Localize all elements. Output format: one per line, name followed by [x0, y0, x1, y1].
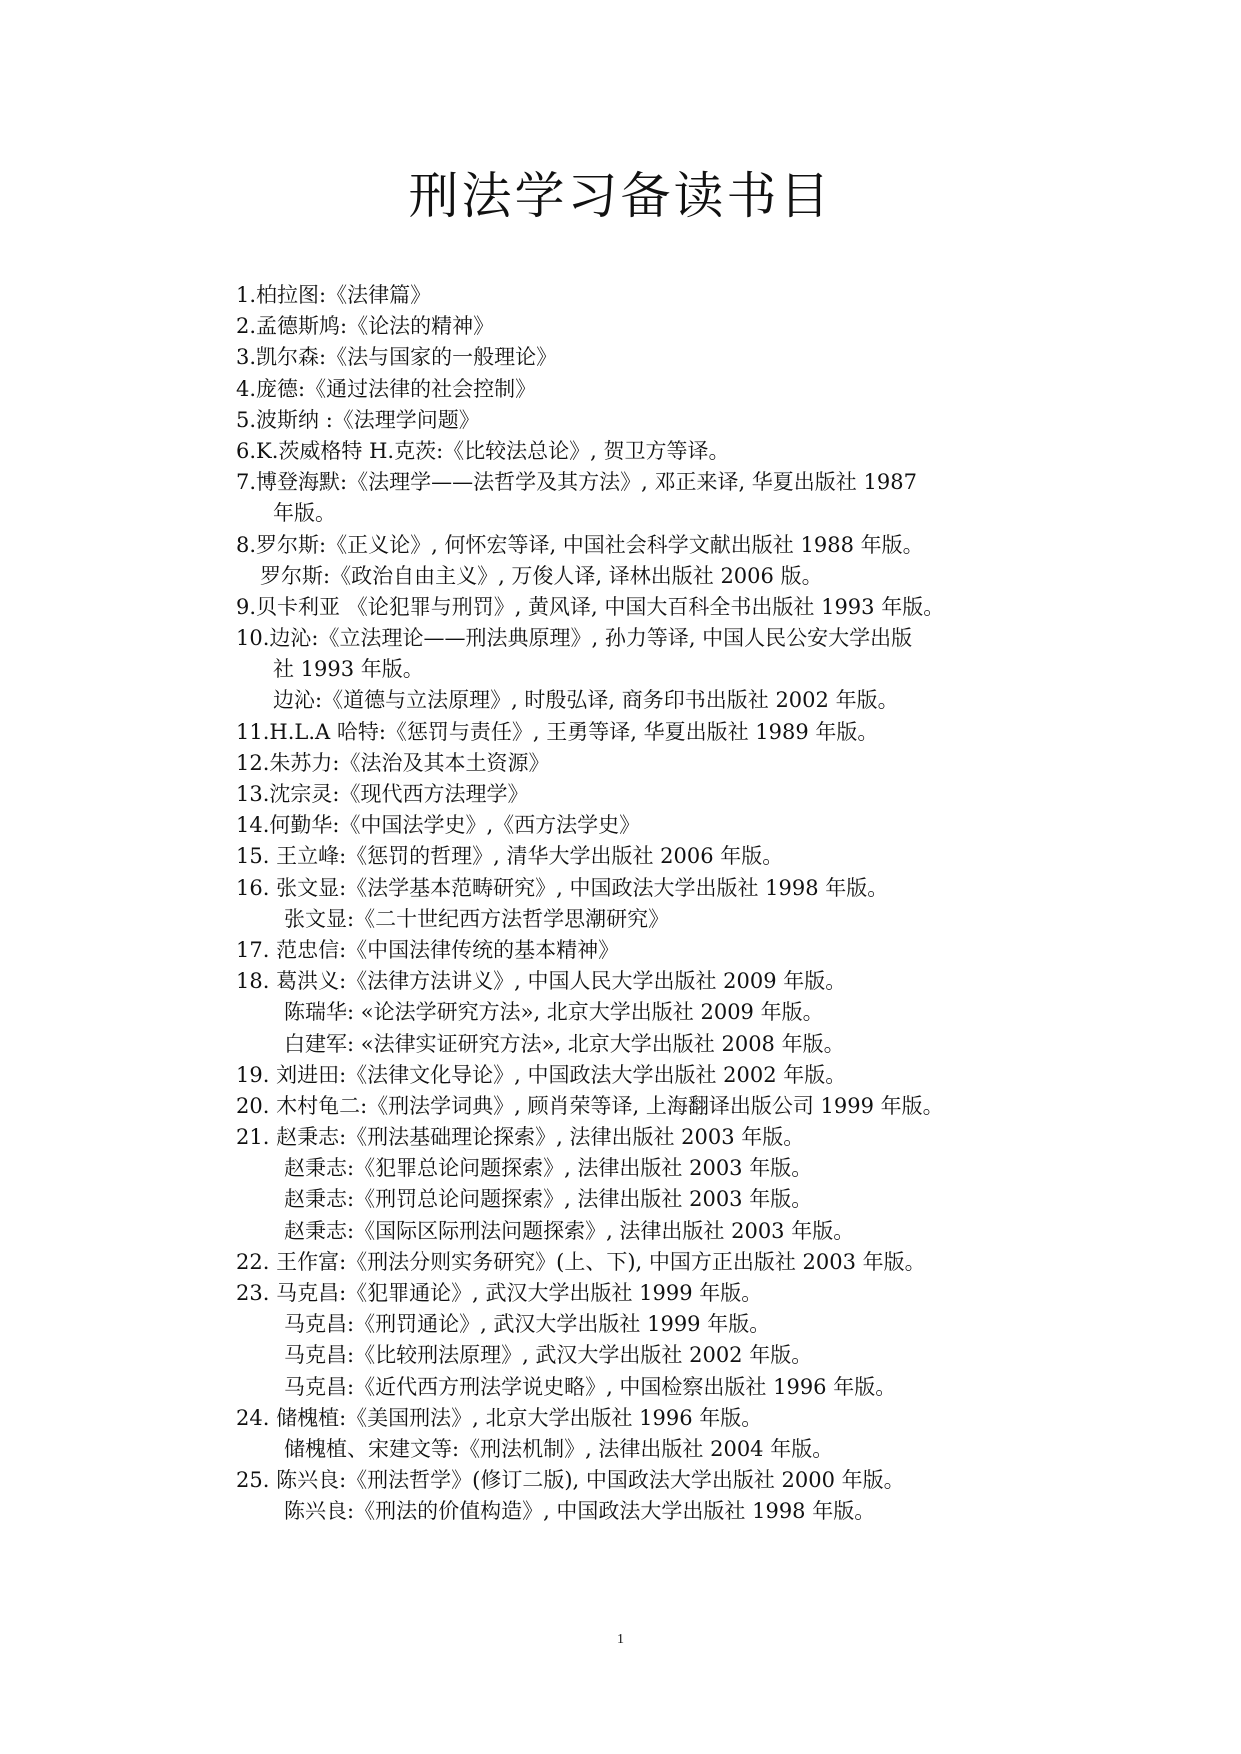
list-item-sub: 马克昌:《比较刑法原理》, 武汉大学出版社 2002 年版。	[284, 1343, 813, 1368]
list-item: 10.边沁:《立法理论——刑法典原理》, 孙力等译, 中国人民公安大学出版	[236, 626, 913, 651]
page-number: 1	[617, 1632, 624, 1647]
list-item-sub: 张文显:《二十世纪西方法哲学思潮研究》	[284, 906, 670, 931]
list-item-sub: 储槐植、宋建文等:《刑法机制》, 法律出版社 2004 年版。	[284, 1436, 834, 1461]
list-item: 25. 陈兴良:《刑法哲学》(修订二版), 中国政法大学出版社 2000 年版。	[236, 1468, 905, 1493]
list-item-sub: 马克昌:《近代西方刑法学说史略》, 中国检察出版社 1996 年版。	[284, 1374, 897, 1399]
list-item: 11.H.L.A 哈特:《惩罚与责任》, 王勇等译, 华夏出版社 1989 年版。	[236, 719, 879, 744]
list-item-sub: 赵秉志:《国际区际刑法问题探索》, 法律出版社 2003 年版。	[284, 1218, 855, 1243]
list-item-sub: 白建军: «法律实证研究方法», 北京大学出版社 2008 年版。	[284, 1031, 845, 1056]
list-item-sub: 赵秉志:《刑罚总论问题探索》, 法律出版社 2003 年版。	[284, 1187, 813, 1212]
list-item-sub: 边沁:《道德与立法原理》, 时殷弘译, 商务印书出版社 2002 年版。	[273, 688, 899, 713]
list-item: 16. 张文显:《法学基本范畴研究》, 中国政法大学出版社 1998 年版。	[236, 875, 889, 900]
list-item: 23. 马克昌:《犯罪通论》, 武汉大学出版社 1999 年版。	[236, 1281, 763, 1305]
list-item: 17. 范忠信:《中国法律传统的基本精神》	[236, 937, 620, 962]
list-item: 21. 赵秉志:《刑法基础理论探索》, 法律出版社 2003 年版。	[236, 1125, 805, 1150]
list-item: 1.柏拉图:《法律篇》	[236, 283, 432, 307]
list-item-sub: 陈兴良:《刑法的价值构造》, 中国政法大学出版社 1998 年版。	[284, 1499, 876, 1524]
list-item-continuation: 社 1993 年版。	[273, 657, 424, 682]
list-item: 2.孟德斯鸠:《论法的精神》	[236, 314, 495, 339]
list-item: 18. 葛洪义:《法律方法讲义》, 中国人民大学出版社 2009 年版。	[236, 969, 847, 994]
list-item-sub: 陈瑞华: «论法学研究方法», 北京大学出版社 2009 年版。	[284, 1000, 824, 1025]
list-item: 8.罗尔斯:《正义论》, 何怀宏等译, 中国社会科学文献出版社 1988 年版。	[236, 532, 924, 557]
list-item: 22. 王作富:《刑法分则实务研究》(上、下), 中国方正出版社 2003 年版。	[236, 1249, 926, 1274]
list-item: 14.何勤华:《中国法学史》,《西方法学史》	[236, 813, 641, 838]
list-item: 3.凯尔森:《法与国家的一般理论》	[236, 345, 558, 370]
list-item-sub: 罗尔斯:《政治自由主义》, 万俊人译, 译林出版社 2006 版。	[260, 563, 823, 588]
list-item: 9.贝卡利亚 《论犯罪与刑罚》, 黄风译, 中国大百科全书出版社 1993 年版。	[236, 594, 945, 619]
list-item: 12.朱苏力:《法治及其本土资源》	[236, 750, 550, 775]
list-item: 15. 王立峰:《惩罚的哲理》, 清华大学出版社 2006 年版。	[236, 844, 784, 869]
list-item-sub: 马克昌:《刑罚通论》, 武汉大学出版社 1999 年版。	[284, 1312, 771, 1337]
list-item-sub: 赵秉志:《犯罪总论问题探索》, 法律出版社 2003 年版。	[284, 1156, 813, 1181]
reading-list	[236, 280, 1056, 1528]
document-title: 刑法学习备读书目	[408, 167, 833, 225]
list-item-continuation: 年版。	[273, 501, 336, 526]
list-item: 6.K.茨威格特 H.克茨:《比较法总论》, 贺卫方等译。	[236, 438, 730, 463]
list-item: 20. 木村龟二:《刑法学词典》, 顾肖荣等译, 上海翻译出版公司 1999 年版。	[236, 1093, 944, 1118]
list-item: 5.波斯纳 :《法理学问题》	[236, 407, 480, 432]
list-item: 13.沈宗灵:《现代西方法理学》	[236, 782, 529, 806]
list-item: 4.庞德:《通过法律的社会控制》	[236, 376, 537, 401]
list-item: 19. 刘进田:《法律文化导论》, 中国政法大学出版社 2002 年版。	[236, 1062, 847, 1087]
list-item: 7.博登海默:《法理学——法哲学及其方法》, 邓正来译, 华夏出版社 1987	[236, 470, 917, 495]
list-item: 24. 储槐植:《美国刑法》, 北京大学出版社 1996 年版。	[236, 1405, 763, 1430]
